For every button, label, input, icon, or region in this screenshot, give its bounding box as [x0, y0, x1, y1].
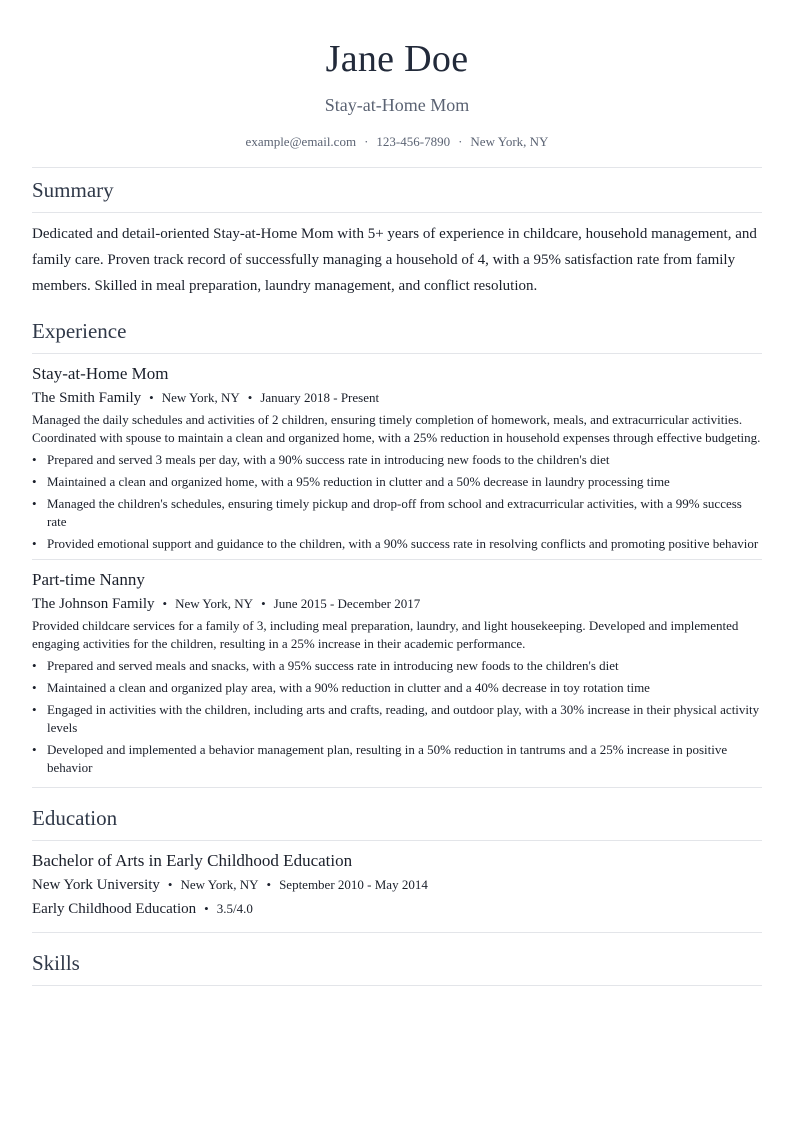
bullet-icon: • — [32, 496, 37, 511]
bullet-icon: • — [32, 474, 37, 489]
contact-line — [32, 134, 762, 150]
education-field-line — [32, 898, 762, 920]
job-meta — [32, 387, 762, 409]
job-dates: June 2015 - December 2017 — [273, 596, 421, 611]
education-entry — [32, 841, 762, 932]
job-organization: The Johnson Family — [32, 596, 155, 612]
summary-heading: Summary — [32, 178, 114, 202]
bullet-text: Prepared and served 3 meals per day, with a 90% success rate in introducing new foods to the children's diet — [47, 452, 610, 467]
school-location: New York, NY — [180, 877, 259, 892]
list-item — [32, 657, 762, 675]
job-meta — [32, 593, 762, 615]
bullet-separator: • — [247, 390, 253, 405]
bullet-text: Maintained a clean and organized play area, with a 90% reduction in clutter and a 40% decrease in toy rotation time — [47, 680, 650, 695]
education-dates: September 2010 - May 2014 — [279, 877, 428, 892]
list-item — [32, 701, 762, 737]
bullet-text: Maintained a clean and organized home, with a 95% reduction in clutter and a 50% decrease in laundry processing time — [47, 474, 670, 489]
bullet-text: Prepared and served meals and snacks, with a 95% success rate in introducing new foods to the children's diet — [47, 658, 619, 673]
bullet-separator: • — [149, 390, 154, 405]
summary-text: Dedicated and detail-oriented Stay-at-Home Mom with 5+ years of experience in childcare, household management, and family care. Proven track record of successfully managing a household of 4, with a 95% satisfaction rate from family members. Skilled in meal preparation, laundry management, and conflict resolution. — [32, 226, 757, 294]
contact-location: New York, NY — [470, 134, 549, 149]
list-item — [32, 495, 762, 531]
job-entry — [32, 354, 762, 553]
experience-heading: Experience — [32, 319, 127, 343]
job-organization: The Smith Family — [32, 390, 142, 406]
bullet-separator: • — [162, 596, 168, 611]
job-entry — [32, 560, 762, 777]
skills-heading: Skills — [32, 951, 80, 975]
bullet-separator: • — [167, 877, 173, 892]
job-location: New York, NY — [175, 596, 254, 611]
bullet-icon: • — [32, 452, 37, 467]
job-title: Stay-at-Home Mom — [32, 364, 169, 383]
contact-email[interactable]: example@email.com — [245, 134, 357, 149]
bullet-icon: • — [32, 702, 37, 717]
degree-title: Bachelor of Arts in Early Childhood Education — [32, 851, 353, 870]
field-of-study: Early Childhood Education — [32, 901, 197, 917]
bullet-text: Developed and implemented a behavior management plan, resulting in a 50% reduction in tantrums and a 25% increase in positive behavior — [47, 742, 728, 775]
job-description: Managed the daily schedules and activities of 2 children, ensuring timely completion of homework, meals, and extracurricular activities. Coordinated with spouse to maintain a clean and organized home, with a 25% reduction in household expenses through effective budgeting. — [32, 412, 761, 445]
candidate-title: Stay-at-Home Mom — [324, 95, 470, 115]
bullet-text: Engaged in activities with the children, including arts and crafts, reading, and outdoor play, with a 30% increase in their physical activity levels — [47, 702, 760, 735]
bullet-text: Provided emotional support and guidance to the children, with a 90% success rate in resolving conflicts and promoting positive behavior — [47, 536, 759, 551]
bullet-text: Managed the children's schedules, ensuring timely pickup and drop-off from school and extracurricular activities, with a 99% success rate — [47, 496, 742, 529]
bullet-icon: • — [32, 658, 37, 673]
bullet-icon: • — [32, 536, 37, 551]
job-title: Part-time Nanny — [32, 570, 145, 589]
gpa: 3.5/4.0 — [216, 901, 253, 916]
list-item — [32, 473, 762, 491]
contact-separator: · — [364, 134, 369, 149]
job-location: New York, NY — [161, 390, 240, 405]
job-bullets — [32, 657, 762, 777]
list-item — [32, 535, 762, 553]
education-meta — [32, 874, 762, 896]
bullet-separator: • — [266, 877, 272, 892]
school-name: New York University — [32, 877, 160, 893]
list-item — [32, 451, 762, 469]
contact-separator: · — [458, 134, 463, 149]
job-bullets — [32, 451, 762, 553]
bullet-separator: • — [261, 596, 266, 611]
education-heading: Education — [32, 806, 118, 830]
bullet-icon: • — [32, 742, 37, 757]
candidate-name: Jane Doe — [325, 38, 469, 80]
bullet-separator: • — [204, 901, 209, 916]
list-item — [32, 679, 762, 697]
job-description: Provided childcare services for a family of 3, including meal preparation, laundry, and light housekeeping. Developed and implemented engaging activities for the children, resulting in a 25% increase in their academic performance. — [32, 618, 739, 651]
list-item — [32, 741, 762, 777]
job-dates: January 2018 - Present — [260, 390, 380, 405]
contact-phone[interactable]: 123-456-7890 — [376, 134, 451, 149]
divider — [32, 985, 762, 986]
bullet-icon: • — [32, 680, 37, 695]
